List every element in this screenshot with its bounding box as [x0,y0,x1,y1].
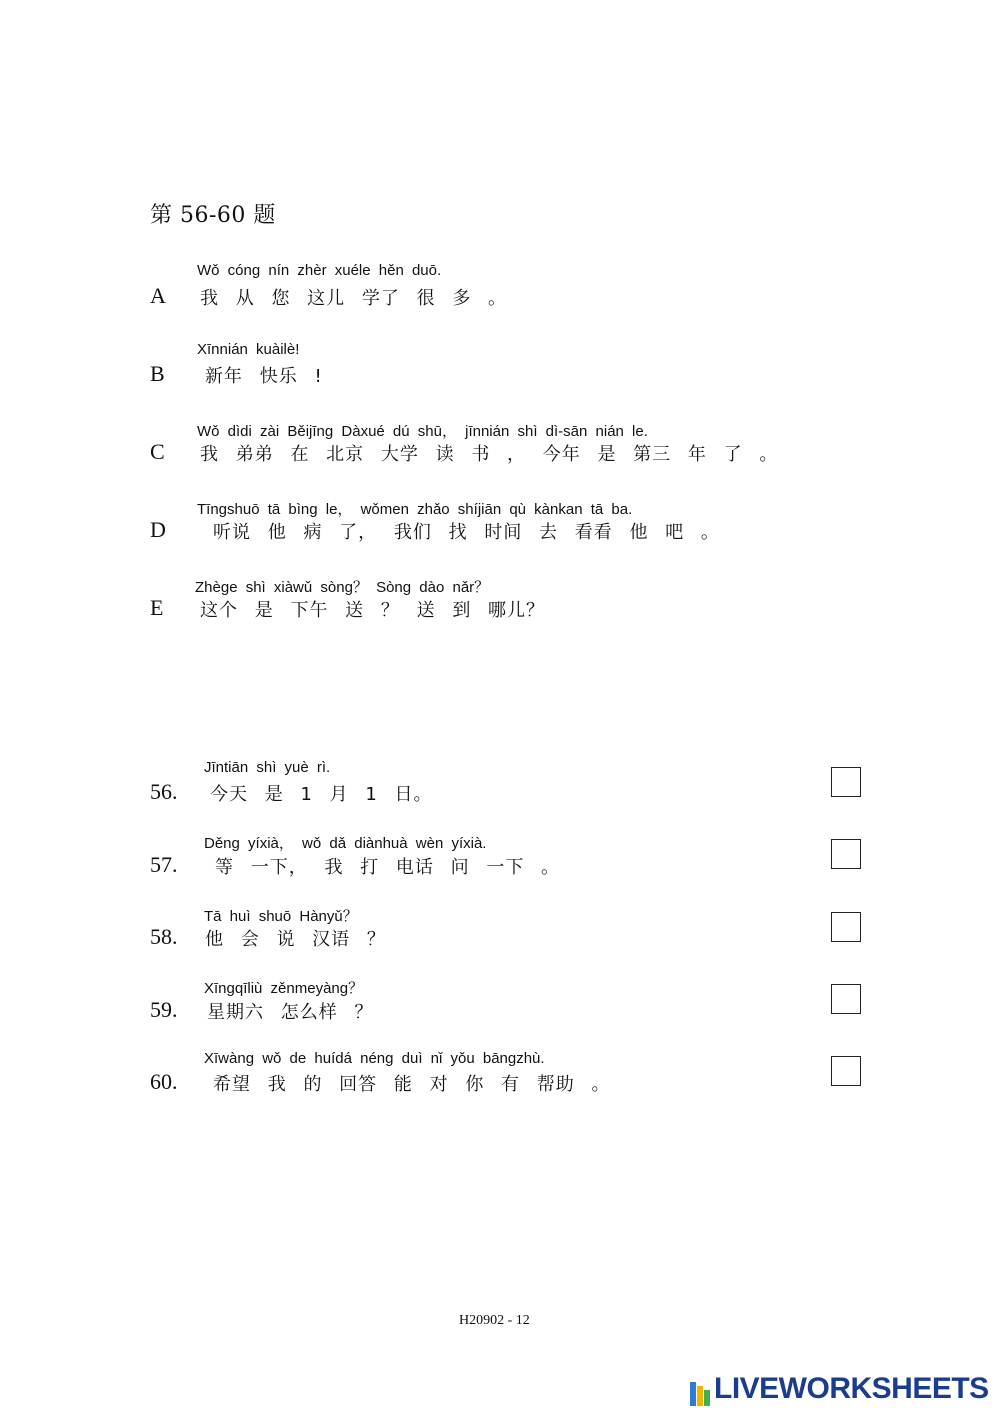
option-hanzi: 我 弟弟 在 北京 大学 读 书 ， 今年 是 第三 年 了 。 [200,444,779,465]
question-number: 57. [150,852,178,877]
question-hanzi: 他 会 说 汉语 ？ [205,929,386,950]
question-pinyin: Děng yíxià， wǒ dǎ diànhuà wèn yíxià. [204,835,487,852]
page-code: H20902 - 12 [459,1313,530,1328]
answer-box[interactable] [831,767,861,797]
option-letter: B [150,361,165,386]
answer-box[interactable] [831,839,861,869]
question-hanzi: 今天 是 1 月 1 日。 [210,784,433,805]
question-pinyin: Xīwàng wǒ de huídá néng duì nǐ yǒu bāngzhù. [204,1050,545,1067]
liveworksheets-logo[interactable] [690,1372,989,1406]
option-hanzi: 听说 他 病 了， 我们 找 时间 去 看看 他 吧 。 [213,522,720,543]
question-pinyin: Xīngqīliù zěnmeyàng？ [204,980,364,997]
question-number: 58. [150,924,178,949]
option-hanzi: 这个 是 下午 送 ？ 送 到 哪儿？ [200,600,546,621]
answer-box[interactable] [831,984,861,1014]
question-pinyin: Tā huì shuō Hànyǔ？ [204,908,358,925]
option-pinyin: Wǒ cóng nín zhèr xuéle hěn duō. [197,262,442,279]
question-hanzi: 希望 我 的 回答 能 对 你 有 帮助 。 [213,1074,611,1095]
question-number: 60. [150,1069,178,1094]
option-letter: D [150,517,166,542]
option-hanzi: 新年 快乐 ! [205,366,323,387]
liveworksheets-logo-icon [690,1382,710,1406]
question-number: 56. [150,779,178,804]
option-letter: E [150,595,164,620]
question-hanzi: 星期六 怎么样 ？ [207,1002,374,1023]
option-pinyin: Zhège shì xiàwǔ sòng？ Sòng dào nǎr？ [195,579,490,596]
question-pinyin: Jīntiān shì yuè rì. [204,759,331,776]
question-hanzi: 等 一下， 我 打 电话 问 一下 。 [215,857,561,878]
answer-box[interactable] [831,912,861,942]
answer-box[interactable] [831,1056,861,1086]
option-pinyin: Tīngshuō tā bìng le， wǒmen zhǎo shíjiān qù kànkan tā ba. [197,501,633,518]
option-pinyin: Wǒ dìdi zài Běijīng Dàxué dú shū， jīnnián shì dì-sān nián le. [197,423,648,440]
logo-text: LIVEWORKSHEETS [714,1372,989,1405]
option-pinyin: Xīnnián kuàilè! [197,341,300,358]
option-hanzi: 我 从 您 这儿 学了 很 多 。 [200,288,508,309]
option-letter: A [150,283,166,308]
option-letter: C [150,439,165,464]
section-title: 第 56-60 题 [150,203,276,228]
question-number: 59. [150,997,178,1022]
